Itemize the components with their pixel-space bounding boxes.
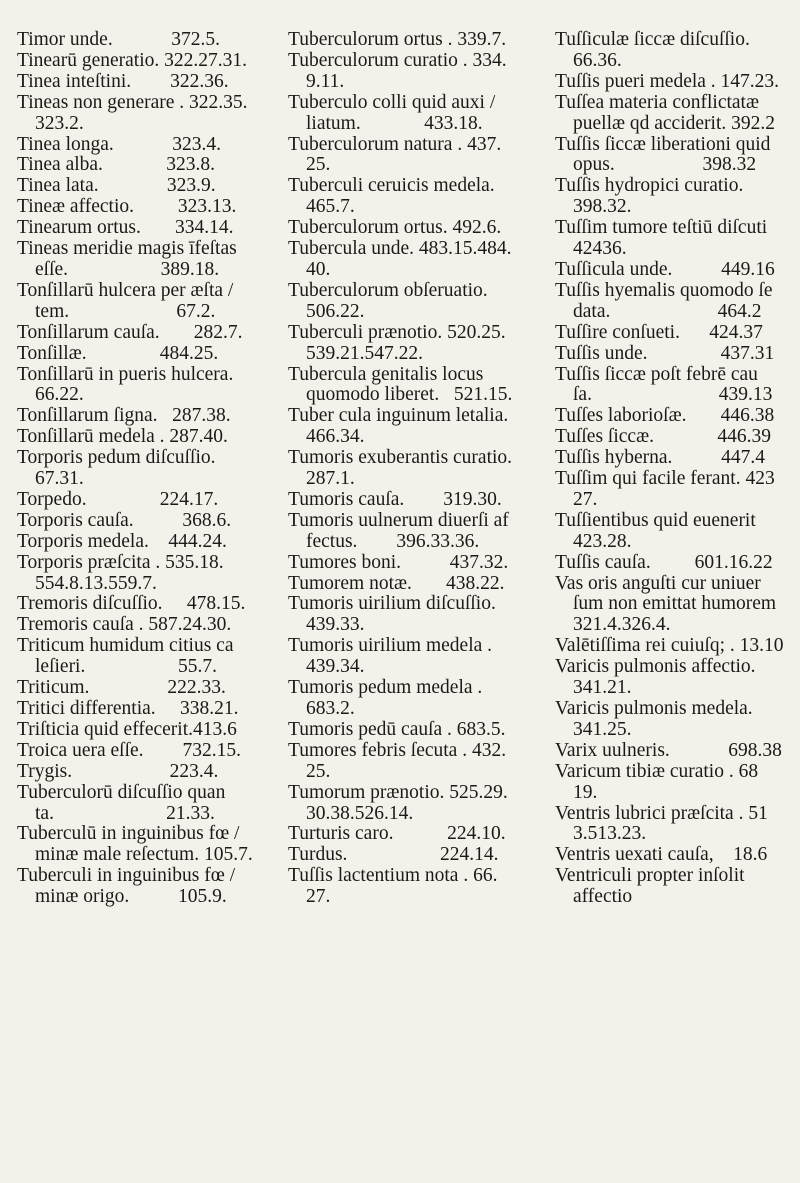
index-entry-continuation: 539.21.547.22.	[306, 342, 423, 364]
index-entry-line: Tuſſea materia conflictatæ	[555, 91, 759, 113]
index-entry-line: Torporis pedum diſcuſſio.	[17, 447, 216, 469]
index-entry-line: Tuſſes ſiccæ. 446.39	[555, 426, 771, 448]
index-entry-line: Ventris lubrici præſcita . 51	[555, 802, 768, 824]
index-entry	[17, 532, 273, 553]
index-entry-continuation: 554.8.13.559.7.	[35, 572, 157, 594]
index-entry-continuation: 341.21.	[573, 677, 632, 699]
index-entry	[288, 594, 538, 636]
index-entry-line: Tuberculorum ortus. 492.6.	[288, 217, 502, 239]
index-entry-continuation: ta. 21.33.	[35, 802, 215, 824]
index-column-2	[288, 30, 538, 908]
index-entry	[17, 553, 273, 595]
index-entry	[555, 365, 800, 407]
index-entry-line: Tinearum ortus. 334.14.	[17, 217, 234, 239]
index-entry-continuation: 465.7.	[306, 196, 355, 218]
index-entry	[555, 427, 800, 448]
index-entry	[555, 553, 800, 574]
index-entry	[288, 323, 538, 365]
index-entry	[288, 239, 538, 281]
index-entry-line: Torporis medela. 444.24.	[17, 530, 227, 552]
index-entry-line: Tinea lata. 323.9.	[17, 175, 216, 197]
index-entry-continuation: puellæ qd acciderit. 392.2	[573, 112, 775, 134]
index-entry-continuation: minæ origo. 105.9.	[35, 886, 227, 908]
index-entry	[288, 741, 538, 783]
index-entry	[555, 804, 800, 846]
index-entry-line: Tuſſim qui facile ferant. 423	[555, 468, 775, 490]
index-entry-line: Varicum tibiæ curatio . 68	[555, 760, 759, 782]
index-entry	[555, 406, 800, 427]
index-entry-line: Turdus. 224.14.	[288, 844, 499, 866]
index-entry-line: Tumoris uulnerum diuerſi af	[288, 509, 509, 531]
index-entry-line: Triticum. 222.33.	[17, 677, 226, 699]
index-entry-continuation: 67.31.	[35, 468, 84, 490]
index-entry	[17, 783, 273, 825]
index-entry-line: Tineæ affectio. 323.13.	[17, 196, 237, 218]
index-entry-line: Ventriculi propter inſolit	[555, 865, 745, 887]
index-entry-line: Tuber cula inguinum letalia.	[288, 405, 509, 427]
index-entry-line: Turturis caro. 224.10.	[288, 823, 506, 845]
index-column-3	[555, 30, 800, 908]
index-entry	[17, 281, 273, 323]
index-entry-line: Tumoris cauſa. 319.30.	[288, 488, 502, 510]
index-entry-continuation: 66.22.	[35, 384, 84, 406]
index-entry-continuation: 683.2.	[306, 698, 355, 719]
index-entry	[288, 448, 538, 490]
index-entry	[288, 365, 538, 407]
index-entry	[17, 197, 273, 218]
index-entry	[288, 176, 538, 218]
index-entry-line: Tuſſis unde. 437.31	[555, 342, 775, 364]
index-entry-line: Tuſſire conſueti. 424.37	[555, 321, 763, 343]
index-entry	[555, 135, 800, 177]
index-entry-continuation: 42436.	[573, 238, 627, 260]
index-entry-line: Tuberculi in inguinibus fœ /	[17, 865, 236, 887]
index-entry-line: Tuſſis lactentium nota . 66.	[288, 865, 498, 887]
index-entry-continuation: liatum. 433.18.	[306, 112, 483, 134]
index-entry-continuation: ſa. 439.13	[573, 384, 773, 406]
index-entry	[555, 30, 800, 72]
index-entry-continuation: 323.2.	[35, 112, 84, 134]
index-entry	[17, 699, 273, 720]
index-entry-line: Tremoris cauſa . 587.24.30.	[17, 614, 232, 636]
index-entry	[17, 824, 273, 866]
index-entry-line: Tuſſicula unde. 449.16	[555, 258, 775, 280]
index-entry-line: Tuſſientibus quid euenerit	[555, 509, 756, 531]
index-entry-line: Timor unde. 372.5.	[17, 29, 220, 50]
index-entry-line: Tubercula unde. 483.15.484.	[288, 238, 512, 260]
index-entry-line: Tumorem notæ. 438.22.	[288, 572, 505, 594]
index-entry	[288, 490, 538, 511]
index-entry-continuation: leſieri. 55.7.	[35, 656, 217, 678]
index-entry-line: Tuberculo colli quid auxi /	[288, 91, 496, 113]
index-entry	[288, 845, 538, 866]
index-entry	[17, 720, 273, 741]
index-entry	[555, 344, 800, 365]
index-entry-line: Tuberculorum natura . 437.	[288, 133, 502, 155]
index-entry-line: Tumoris exuberantis curatio.	[288, 447, 513, 469]
index-entry	[17, 323, 273, 344]
index-entry-continuation: 398.32.	[573, 196, 632, 218]
index-column-1	[17, 30, 273, 908]
index-entry-line: Tumores boni. 437.32.	[288, 551, 509, 573]
index-entry	[288, 636, 538, 678]
index-entry-line: Tumores febris ſecuta . 432.	[288, 739, 507, 761]
index-entry-continuation: 27.	[573, 488, 598, 510]
index-entry-line: Tritici differentia. 338.21.	[17, 698, 239, 719]
index-entry-continuation: data. 464.2	[573, 300, 762, 322]
index-entry	[288, 93, 538, 135]
index-entry	[555, 762, 800, 804]
index-entry-line: Varicis pulmonis medela.	[555, 698, 753, 719]
index-entry	[288, 51, 538, 93]
index-entry	[17, 51, 273, 72]
index-entry-line: Tubercula genitalis locus	[288, 363, 484, 385]
index-entry-continuation: 341.25.	[573, 718, 632, 740]
index-entry	[555, 218, 800, 260]
index-entry-continuation: 287.1.	[306, 468, 355, 490]
index-entry-line: Tinea alba. 323.8.	[17, 154, 216, 176]
index-entry-line: Tuſſis hydropici curatio.	[555, 175, 744, 197]
index-entry-line: Tuberculū in inguinibus fœ /	[17, 823, 240, 845]
index-entry	[17, 239, 273, 281]
index-entry-line: Tinearū generatio. 322.27.31.	[17, 49, 247, 71]
index-entry	[288, 553, 538, 574]
index-entry-line: Tumoris pedū cauſa . 683.5.	[288, 718, 506, 740]
index-entry	[555, 866, 800, 908]
index-entry	[555, 448, 800, 469]
index-entry	[17, 176, 273, 197]
index-entry-continuation: eſſe. 389.18.	[35, 258, 220, 280]
index-entry-continuation: affectio	[573, 886, 633, 908]
index-entry-line: Torpedo. 224.17.	[17, 488, 219, 510]
index-entry	[288, 30, 538, 51]
index-entry-line: Vas oris anguſti cur uniuer	[555, 572, 761, 594]
index-entry	[17, 490, 273, 511]
index-entry	[288, 824, 538, 845]
index-entry-line: Tonſillarum cauſa. 282.7.	[17, 321, 243, 343]
index-entry-line: Tuſſis pueri medela . 147.23.	[555, 70, 780, 92]
index-entry-line: Trygis. 223.4.	[17, 760, 219, 782]
index-entry-continuation: 3.513.23.	[573, 823, 647, 845]
index-entry	[17, 866, 273, 908]
index-entry-continuation: 30.38.526.14.	[306, 802, 414, 824]
index-entry	[17, 135, 273, 156]
index-entry	[555, 845, 800, 866]
index-entry-line: Torporis cauſa. 368.6.	[17, 509, 232, 531]
index-entry-continuation: 9.11.	[306, 70, 345, 92]
index-entry-line: Tumoris uirilium medela .	[288, 635, 493, 657]
index-entry-line: Triſticia quid effecerit.413.6	[17, 718, 237, 740]
index-entry-line: Tuberculorum curatio . 334.	[288, 49, 507, 71]
index-entry	[288, 783, 538, 825]
index-entry	[17, 344, 273, 365]
index-entry	[17, 218, 273, 239]
index-entry	[555, 260, 800, 281]
index-entry-continuation: 40.	[306, 258, 331, 280]
index-entry-line: Tuberculorum obſeruatio.	[288, 279, 488, 301]
index-entry-continuation: 321.4.326.4.	[573, 614, 671, 636]
index-entry-line: Tuſſiculæ ſiccæ diſcuſſio.	[555, 29, 750, 50]
index-entry	[17, 615, 273, 636]
index-entry-line: Tuberculorum ortus . 339.7.	[288, 29, 507, 50]
index-entry-continuation: 466.34.	[306, 426, 365, 448]
index-entry-continuation: 27.	[306, 886, 331, 908]
index-entry-line: Tonſillæ. 484.25.	[17, 342, 219, 364]
index-entry	[17, 636, 273, 678]
index-entry-line: Tuſſis cauſa. 601.16.22	[555, 551, 773, 573]
index-entry	[555, 657, 800, 699]
index-entry-continuation: 19.	[573, 781, 598, 803]
index-entry-line: Tineas meridie magis īfeſtas	[17, 238, 237, 260]
index-entry	[288, 218, 538, 239]
index-entry	[555, 469, 800, 511]
index-entry	[17, 72, 273, 93]
index-entry	[17, 741, 273, 762]
index-entry-continuation: 423.28.	[573, 530, 632, 552]
index-entry-line: Tineas non generare . 322.35.	[17, 91, 248, 113]
index-entry	[17, 511, 273, 532]
index-entry	[288, 511, 538, 553]
index-entry-line: Tinea inteſtini. 322.36.	[17, 70, 229, 92]
index-entry-line: Tumorum prænotio. 525.29.	[288, 781, 508, 803]
index-entry-line: Troica uera eſſe. 732.15.	[17, 739, 242, 761]
index-entry	[555, 511, 800, 553]
index-entry	[17, 594, 273, 615]
index-entry	[288, 678, 538, 720]
index-entry	[17, 406, 273, 427]
index-entry-line: Tuberculi prænotio. 520.25.	[288, 321, 506, 343]
index-entry	[17, 678, 273, 699]
index-entry-continuation: opus. 398.32	[573, 154, 757, 176]
index-entry	[17, 30, 273, 51]
index-entry-line: Torporis præſcita . 535.18.	[17, 551, 224, 573]
index-entry	[555, 323, 800, 344]
index-entry	[555, 72, 800, 93]
index-entry-continuation: quomodo liberet. 521.15.	[306, 384, 513, 406]
index-entry-continuation: 439.34.	[306, 656, 365, 678]
index-entry	[17, 427, 273, 448]
index-entry-continuation: 439.33.	[306, 614, 365, 636]
index-entry	[288, 281, 538, 323]
index-entry-line: Tinea longa. 323.4.	[17, 133, 222, 155]
index-entry-continuation: fectus. 396.33.36.	[306, 530, 480, 552]
index-entry-continuation: minæ male reſectum. 105.7.	[35, 844, 253, 866]
index-entry-line: Valētiſſima rei cuiuſq; . 13.10	[555, 635, 784, 657]
index-entry	[17, 762, 273, 783]
index-entry-line: Tuſſis hyemalis quomodo ſe	[555, 279, 773, 301]
index-entry-line: Tremoris diſcuſſio. 478.15.	[17, 593, 246, 615]
index-entry-continuation: tem. 67.2.	[35, 300, 216, 322]
index-entry-line: Tuſſis ſiccæ liberationi quid	[555, 133, 771, 155]
index-entry-continuation: 25.	[306, 154, 331, 176]
index-entry-continuation: 506.22.	[306, 300, 365, 322]
index-entry-line: Tonſillarū in pueris hulcera.	[17, 363, 234, 385]
index-entry-line: Tonſillarum ſigna. 287.38.	[17, 405, 231, 427]
index-entry-line: Ventris uexati cauſa, 18.6	[555, 844, 768, 866]
index-entry-line: Tumoris uirilium diſcuſſio.	[288, 593, 496, 615]
index-entry	[555, 741, 800, 762]
index-entry-continuation: 66.36.	[573, 49, 622, 71]
index-entry	[288, 406, 538, 448]
index-entry	[17, 93, 273, 135]
index-entry	[288, 574, 538, 595]
index-entry-line: Tumoris pedum medela .	[288, 677, 483, 699]
index-entry	[555, 176, 800, 218]
index-entry-line: Tuſſis ſiccæ poſt febrē cau	[555, 363, 758, 385]
index-entry	[288, 135, 538, 177]
index-entry	[555, 281, 800, 323]
index-entry	[17, 365, 273, 407]
index-entry	[17, 155, 273, 176]
index-entry-continuation: ſum non emittat humorem	[573, 593, 777, 615]
index-entry-line: Tonſillarū medela . 287.40.	[17, 426, 228, 448]
index-entry-line: Varicis pulmonis affectio.	[555, 656, 756, 678]
index-entry	[288, 866, 538, 908]
index-entry	[555, 93, 800, 135]
index-entry-line: Tuſſis hyberna. 447.4	[555, 447, 765, 469]
index-entry-line: Varix uulneris. 698.38	[555, 739, 782, 761]
index-entry-line: Tonſillarū hulcera per æſta /	[17, 279, 234, 301]
index-entry-line: Tuſſim tumore teſtiū diſcuti	[555, 217, 768, 239]
index-entry	[555, 574, 800, 637]
index-entry-line: Triticum humidum citius ca	[17, 635, 234, 657]
index-entry	[288, 720, 538, 741]
index-entry	[555, 699, 800, 741]
index-entry-line: Tuberculorū diſcuſſio quan	[17, 781, 226, 803]
index-entry	[17, 448, 273, 490]
index-entry-line: Tuberculi ceruicis medela.	[288, 175, 495, 197]
index-entry-continuation: 25.	[306, 760, 331, 782]
index-entry	[555, 636, 800, 657]
index-entry-line: Tuſſes laborioſæ. 446.38	[555, 405, 775, 427]
